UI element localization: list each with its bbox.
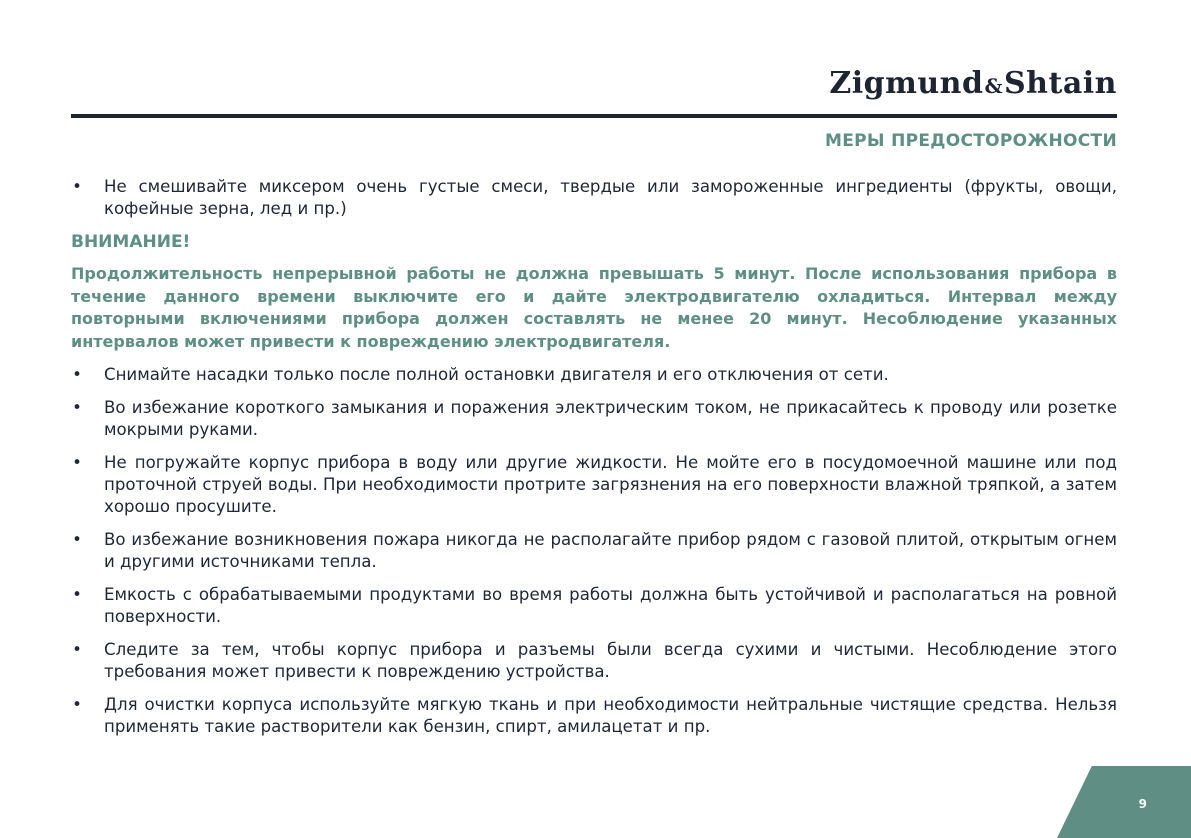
bullet-marker: • — [72, 177, 82, 196]
brand-logo-ampersand: & — [984, 74, 1004, 98]
bullet-item — [71, 397, 1117, 441]
brand-logo-left: Zigmund — [829, 66, 984, 101]
warning-body: Продолжительность непрерывной работы не должна превышать 5 минут. После использования прибора в течение данного времени выключите его и дайте электродвигателю охладиться. Интервал между повторными включениями прибора должен составлять не менее 20 минут. Несоблюдение указанных интервалов может привести к повреждению электродвигателя. — [71, 264, 1117, 351]
bullet-item — [71, 176, 1117, 220]
bullet-text: Емкость с обрабатываемыми продуктами во время работы должна быть устойчивой и располагаться на ровной поверхности. — [104, 585, 1117, 627]
bullet-item — [71, 452, 1117, 518]
bullet-text: Не погружайте корпус прибора в воду или другие жидкости. Не мойте его в посудомоечной машине или под проточной струей воды. При необходимости протрите загрязнения на его поверхности влажной тряпкой, а затем хорошо просушите. — [104, 453, 1117, 517]
bullet-item — [71, 529, 1117, 573]
bullet-marker: • — [72, 585, 82, 605]
bullet-item — [71, 364, 1117, 386]
bullet-text: Не смешивайте миксером очень густые смеси, твердые или замороженные ингредиенты (фрукты, овощи, кофейные зерна, лед и пр.) — [104, 177, 1117, 218]
bullet-marker: • — [72, 365, 82, 385]
bullet-text: Во избежание короткого замыкания и поражения электрическим током, не прикасайтесь к проводу или розетке мокрыми руками. — [104, 398, 1117, 440]
bullet-marker: • — [72, 530, 82, 550]
bullet-marker: • — [72, 398, 82, 418]
page-content — [71, 176, 1117, 749]
header-divider — [71, 114, 1117, 118]
brand-logo-right: Shtain — [1004, 66, 1117, 101]
bullet-marker: • — [72, 640, 82, 660]
brand-logo — [829, 66, 1117, 101]
bullet-text: Для очистки корпуса используйте мягкую ткань и при необходимости нейтральные чистящие средства. Нельзя применять такие растворители как бензин, спирт, амилацетат и пр. — [104, 695, 1117, 737]
bullet-item — [71, 694, 1117, 738]
bullet-item — [71, 639, 1117, 683]
section-title: МЕРЫ ПРЕДОСТОРОЖНОСТИ — [825, 131, 1117, 151]
bullet-text: Во избежание возникновения пожара никогда не располагайте прибор рядом с газовой плитой, открытым огнем и другими источниками тепла. — [104, 530, 1117, 572]
bullet-item — [71, 584, 1117, 628]
bullet-marker: • — [72, 695, 82, 715]
bullet-text: Следите за тем, чтобы корпус прибора и разъемы были всегда сухими и чистыми. Несоблюдение этого требования может привести к повреждению устройства. — [104, 640, 1117, 682]
bullet-text: Снимайте насадки только после полной остановки двигателя и его отключения от сети. — [104, 365, 889, 385]
warning-title: ВНИМАНИЕ! — [71, 232, 191, 252]
page-number: 9 — [1138, 797, 1147, 811]
bullet-marker: • — [72, 453, 82, 473]
page-corner-tab — [1057, 766, 1191, 838]
